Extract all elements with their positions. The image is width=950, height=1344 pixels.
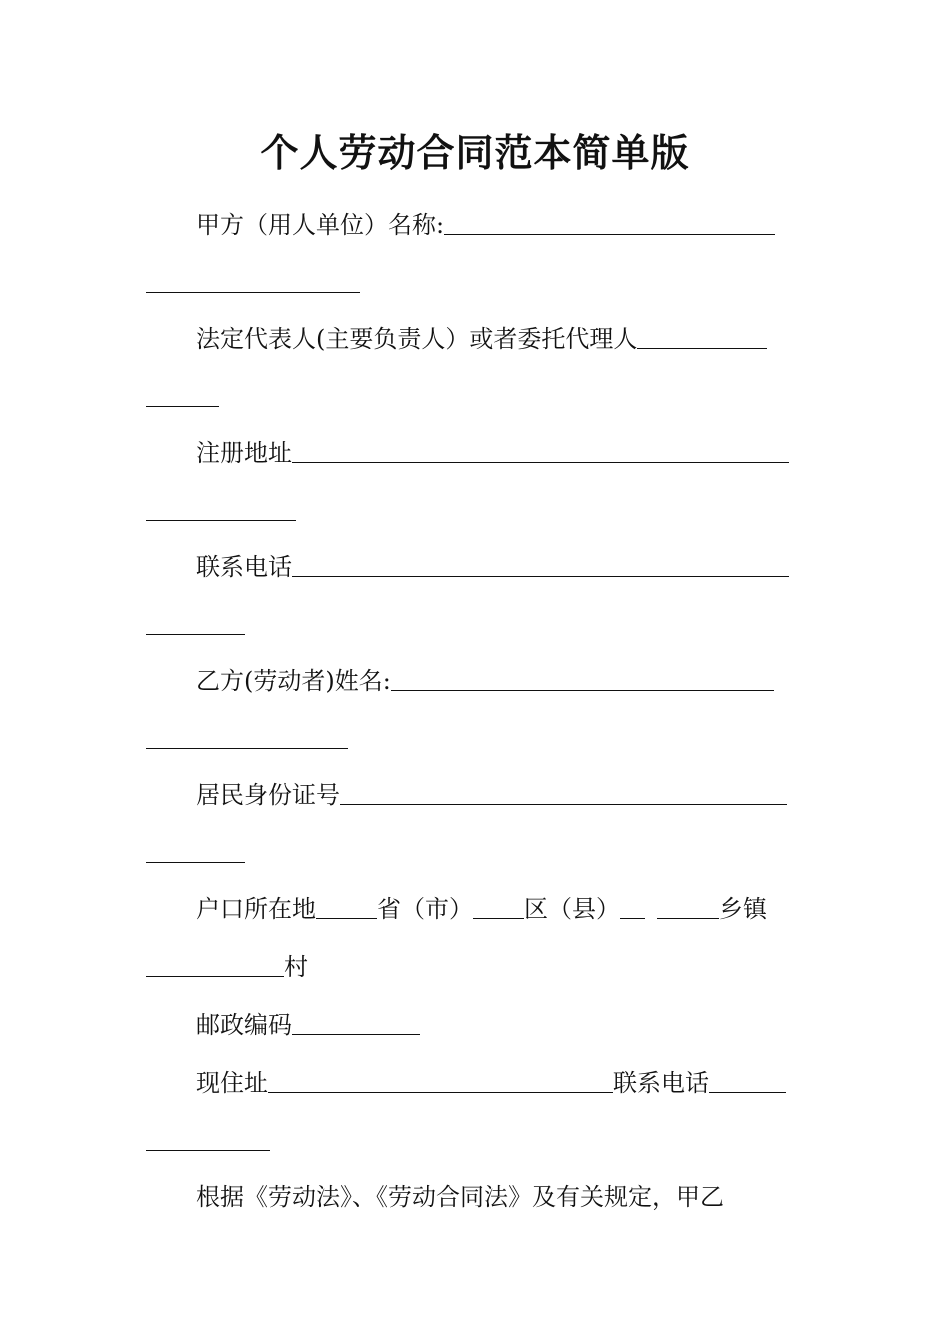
current-address-row [196, 1066, 786, 1100]
postcode-blank[interactable] [292, 1008, 420, 1035]
document-title: 个人劳动合同范本简单版 [260, 130, 690, 175]
employee-name-blank[interactable] [391, 664, 774, 691]
employee-phone-label: 联系电话 [613, 1069, 709, 1097]
id-number-blank-continued[interactable] [146, 862, 245, 863]
province-label: 省（市） [377, 895, 473, 923]
employer-phone-label: 联系电话 [196, 553, 292, 581]
hukou-row [196, 892, 767, 926]
reg-address-row [196, 436, 789, 470]
legal-rep-blank[interactable] [637, 322, 767, 349]
employer-phone-blank[interactable] [292, 550, 789, 577]
legal-rep-label: 法定代表人(主要负责人）或者委托代理人 [196, 325, 638, 353]
village-blank[interactable] [146, 950, 284, 977]
village-row [146, 950, 308, 984]
legal-rep-row [196, 322, 767, 356]
township-blank-a[interactable] [620, 892, 645, 919]
employee-name-label: 乙方(劳动者)姓名: [196, 667, 391, 695]
postcode-label: 邮政编码 [196, 1011, 292, 1039]
employer-phone-blank-continued[interactable] [146, 634, 245, 635]
id-number-row [196, 778, 787, 812]
employee-name-row [196, 664, 774, 698]
employer-phone-row [196, 550, 789, 584]
employee-name-blank-continued[interactable] [146, 748, 348, 749]
employer-name-blank[interactable] [444, 208, 775, 235]
current-address-label: 现住址 [196, 1069, 268, 1097]
current-address-blank[interactable] [268, 1066, 613, 1093]
employee-phone-blank[interactable] [709, 1066, 786, 1093]
township-blank-b[interactable] [657, 892, 719, 919]
reg-address-label: 注册地址 [196, 439, 292, 467]
body-paragraph: 根据《劳动法》、《劳动合同法》及有关规定，甲乙 [196, 1183, 724, 1211]
reg-address-blank-continued[interactable] [146, 520, 296, 521]
district-label: 区（县） [524, 895, 620, 923]
hukou-label: 户口所在地 [196, 895, 316, 923]
village-label: 村 [284, 953, 308, 981]
id-number-blank[interactable] [340, 778, 787, 805]
legal-rep-blank-continued[interactable] [146, 406, 219, 407]
postcode-row [196, 1008, 420, 1042]
id-number-label: 居民身份证号 [196, 781, 340, 809]
employer-name-blank-continued[interactable] [146, 292, 360, 293]
reg-address-blank[interactable] [292, 436, 789, 463]
township-label: 乡镇 [719, 895, 767, 923]
employee-phone-blank-continued[interactable] [146, 1150, 270, 1151]
province-blank[interactable] [316, 892, 377, 919]
employer-name-row [196, 208, 775, 242]
district-blank[interactable] [473, 892, 524, 919]
employer-name-label: 甲方（用人单位）名称: [196, 211, 445, 239]
